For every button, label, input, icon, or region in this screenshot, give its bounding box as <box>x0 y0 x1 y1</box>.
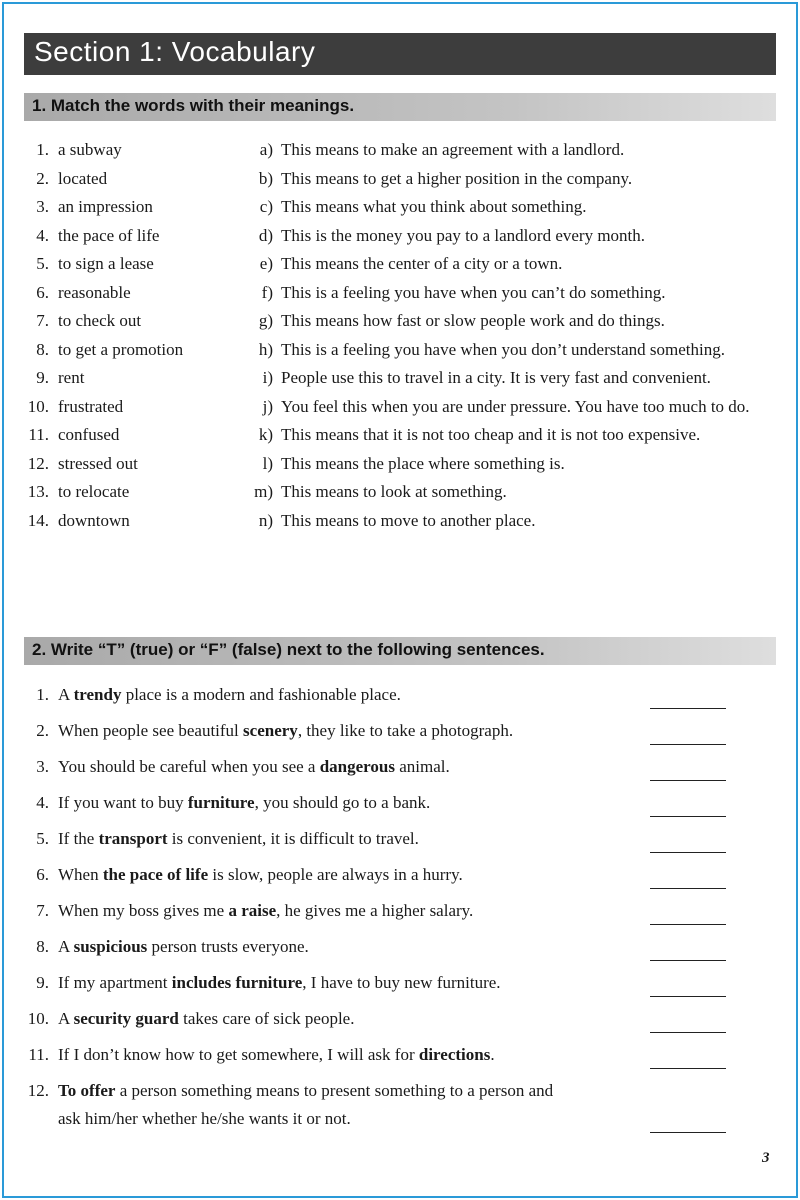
statement-pre: If my apartment <box>58 973 172 992</box>
true-false-row <box>0 717 800 745</box>
statement-post: , I have to buy new furniture. <box>302 973 501 992</box>
statement-pre: If the <box>58 829 99 848</box>
definition-text: This means that it is not too cheap and it is not too expensive. <box>281 425 701 444</box>
true-false-row <box>0 861 800 889</box>
statement-keyword: transport <box>98 829 168 848</box>
true-false-row <box>0 969 800 997</box>
statement-post: is slow, people are always in a hurry. <box>208 865 463 884</box>
statement-text <box>49 789 569 817</box>
item-number: 9. <box>36 973 49 992</box>
section-banner <box>24 33 776 75</box>
match-row <box>0 364 800 393</box>
definition-letter: k) <box>258 425 273 444</box>
item-number: 7. <box>36 901 49 920</box>
statement-pre: A <box>58 1009 74 1028</box>
true-false-row <box>0 825 800 853</box>
statement-pre: You should be careful when you see a <box>58 757 320 776</box>
item-word: stressed out <box>58 453 138 473</box>
definition-letter: f) <box>261 282 273 302</box>
match-row <box>0 222 800 251</box>
item-number: 5. <box>36 829 49 848</box>
statement-keyword: trendy <box>73 685 122 704</box>
answer-blank[interactable] <box>650 1068 726 1069</box>
item-number: 3. <box>36 197 49 216</box>
definition-text: This means to get a higher position in the company. <box>281 168 633 188</box>
item-word: frustrated <box>58 396 124 416</box>
statement-text <box>49 717 569 745</box>
item-number: 11. <box>28 1045 49 1064</box>
definition-text: This is a feeling you have when you can’t do something. <box>281 282 666 302</box>
definition-letter: g) <box>258 311 273 330</box>
statement-text <box>49 1077 569 1133</box>
match-row <box>0 393 800 422</box>
item-word: downtown <box>58 510 130 530</box>
definition-letter: c) <box>259 197 273 216</box>
item-number: 7. <box>36 311 49 330</box>
item-number: 14. <box>27 510 49 530</box>
definition-letter: i) <box>262 368 273 387</box>
definition-text: You feel this when you are under pressure. You have too much to do. <box>281 396 750 416</box>
definition-letter: n) <box>258 510 273 530</box>
statement-post: , you should go to a bank. <box>254 793 431 812</box>
exercise1-title: 1. Match the words with their meanings. <box>32 96 355 115</box>
match-row <box>0 421 800 450</box>
item-word: to get a promotion <box>58 339 184 359</box>
statement-pre: If you want to buy <box>58 793 188 812</box>
match-row <box>0 193 800 222</box>
statement-keyword: To offer <box>58 1081 116 1100</box>
statement-keyword: a raise <box>228 901 277 920</box>
statement-post: place is a modern and fashionable place. <box>121 685 401 704</box>
answer-blank[interactable] <box>650 924 726 925</box>
statement-keyword: dangerous <box>319 757 395 776</box>
definition-letter: m) <box>254 482 273 501</box>
statement-text <box>49 933 569 961</box>
item-number: 13. <box>27 482 49 501</box>
statement-text <box>49 681 569 709</box>
answer-blank[interactable] <box>650 780 726 781</box>
true-false-row <box>0 1005 800 1033</box>
item-number: 4. <box>36 225 49 245</box>
item-number: 11. <box>28 425 49 444</box>
definition-letter: h) <box>258 339 273 359</box>
item-number: 5. <box>36 254 49 273</box>
item-word: reasonable <box>58 282 131 302</box>
item-number: 1. <box>36 140 49 159</box>
match-row <box>0 336 800 365</box>
statement-pre: A <box>58 685 74 704</box>
match-list <box>0 136 800 535</box>
true-false-row <box>0 789 800 817</box>
item-word: located <box>58 168 108 188</box>
definition-text: This means what you think about something. <box>281 197 587 216</box>
exercise2-title: 2. Write “T” (true) or “F” (false) next to the following sentences. <box>32 640 545 659</box>
exercise1-header <box>24 93 776 121</box>
true-false-row <box>0 681 800 709</box>
statement-post: takes care of sick people. <box>178 1009 355 1028</box>
item-number: 2. <box>36 168 49 188</box>
definition-text: This means the center of a city or a town. <box>281 254 563 273</box>
statement-keyword: directions <box>418 1045 491 1064</box>
item-number: 1. <box>36 685 49 704</box>
statement-keyword: includes furniture <box>171 973 303 992</box>
item-number: 6. <box>36 282 49 302</box>
definition-letter: j) <box>262 396 273 416</box>
match-row <box>0 450 800 479</box>
statement-keyword: furniture <box>187 793 255 812</box>
statement-keyword: scenery <box>243 721 298 740</box>
statement-pre: When people see beautiful <box>58 721 244 740</box>
definition-text: This means to move to another place. <box>281 510 536 530</box>
answer-blank[interactable] <box>650 996 726 997</box>
item-word: to sign a lease <box>58 254 154 273</box>
statement-pre: When <box>58 865 103 884</box>
item-number: 8. <box>36 937 49 956</box>
item-number: 6. <box>36 865 49 884</box>
item-number: 12. <box>27 453 49 473</box>
match-row <box>0 165 800 194</box>
match-row <box>0 279 800 308</box>
section-title: Section 1: Vocabulary <box>34 36 316 67</box>
item-number: 10. <box>27 396 49 416</box>
statement-text <box>49 969 569 997</box>
item-number: 4. <box>36 793 49 812</box>
answer-blank[interactable] <box>650 708 726 709</box>
statement-post: is convenient, it is difficult to travel. <box>167 829 419 848</box>
true-false-row <box>0 753 800 781</box>
item-word: rent <box>58 368 85 387</box>
item-word: the pace of life <box>58 225 160 245</box>
definition-letter: a) <box>259 140 273 159</box>
statement-post: , he gives me a higher salary. <box>276 901 474 920</box>
statement-text <box>49 1041 569 1069</box>
match-row <box>0 507 800 536</box>
definition-text: This is the money you pay to a landlord every month. <box>281 225 646 245</box>
exercise2-header <box>24 637 776 665</box>
statement-post: . <box>490 1045 495 1064</box>
item-number: 12. <box>27 1081 49 1100</box>
definition-letter: b) <box>258 168 273 188</box>
answer-blank[interactable] <box>650 1032 726 1033</box>
statement-pre: A <box>58 937 74 956</box>
item-number: 2. <box>36 721 49 740</box>
definition-text: This is a feeling you have when you don’t understand something. <box>281 339 725 359</box>
item-word: an impression <box>58 197 153 216</box>
item-word: a subway <box>58 140 122 159</box>
definition-text: This means to look at something. <box>281 482 507 501</box>
answer-blank[interactable] <box>650 960 726 961</box>
definition-letter: e) <box>259 254 273 273</box>
statement-keyword: suspicious <box>73 937 148 956</box>
statement-pre: If I don’t know how to get somewhere, I will ask for <box>58 1045 419 1064</box>
item-word: to relocate <box>58 482 130 501</box>
true-false-row <box>0 1041 800 1069</box>
item-number: 3. <box>36 757 49 776</box>
answer-blank[interactable] <box>650 744 726 745</box>
definition-text: This means how fast or slow people work and do things. <box>281 311 665 330</box>
answer-blank[interactable] <box>650 852 726 853</box>
item-word: confused <box>58 425 120 444</box>
statement-post: , they like to take a photograph. <box>297 721 514 740</box>
statement-pre: When my boss gives me <box>58 901 229 920</box>
statement-text <box>49 897 569 925</box>
definition-text: This means the place where something is. <box>281 453 565 473</box>
statement-text <box>49 861 569 889</box>
statement-post: animal. <box>394 757 450 776</box>
item-number: 8. <box>36 339 49 359</box>
match-row <box>0 478 800 507</box>
item-number: 9. <box>36 368 49 387</box>
definition-text: This means to make an agreement with a landlord. <box>281 140 625 159</box>
definition-text: People use this to travel in a city. It is very fast and convenient. <box>281 368 711 387</box>
statement-keyword: security guard <box>73 1009 179 1028</box>
match-row <box>0 307 800 336</box>
answer-blank[interactable] <box>650 816 726 817</box>
answer-blank[interactable] <box>650 888 726 889</box>
definition-letter: d) <box>258 225 273 245</box>
answer-blank[interactable] <box>650 1132 726 1133</box>
match-row <box>0 250 800 279</box>
statement-post: person trusts everyone. <box>147 937 309 956</box>
true-false-row <box>0 1077 800 1133</box>
page-number: 3 <box>762 1150 770 1166</box>
statement-text <box>49 1005 569 1033</box>
statement-text <box>49 753 569 781</box>
true-false-row <box>0 897 800 925</box>
item-word: to check out <box>58 311 142 330</box>
match-row <box>0 136 800 165</box>
statement-post: a person something means to present something to a person and ask him/her whether he/she wants it or not. <box>58 1081 554 1128</box>
true-false-row <box>0 933 800 961</box>
item-number: 10. <box>27 1009 49 1028</box>
definition-letter: l) <box>262 453 273 473</box>
statement-keyword: the pace of life <box>102 865 209 884</box>
true-false-list <box>0 681 800 1141</box>
statement-text <box>49 825 569 853</box>
